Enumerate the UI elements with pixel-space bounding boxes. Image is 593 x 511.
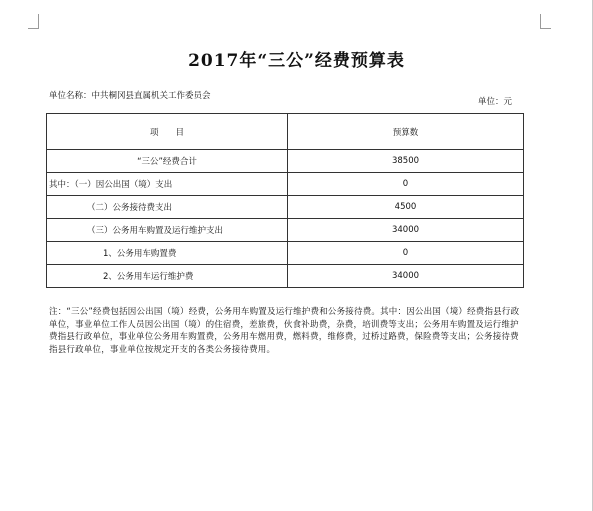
row-item: “三公”经费合计 xyxy=(47,150,288,173)
header-budget: 预算数 xyxy=(288,114,524,150)
table-row xyxy=(47,265,524,288)
crop-mark-top-right xyxy=(540,14,551,29)
row-value: 0 xyxy=(288,242,524,265)
row-item: （二）公务接待费支出 xyxy=(47,196,288,219)
unit-name: 单位名称：中共桐冈县直属机关工作委员会 xyxy=(49,91,211,101)
table-row xyxy=(47,150,524,173)
header-item: 项 目 xyxy=(47,114,288,150)
row-value: 34000 xyxy=(288,265,524,288)
table-row xyxy=(47,242,524,265)
table-row xyxy=(47,173,524,196)
row-value: 4500 xyxy=(288,196,524,219)
row-item: 其中：（一）因公出国（境）支出 xyxy=(47,173,288,196)
footnote: 注：“三公”经费包括因公出国（境）经费，公务用车购置及运行维护费和公务接待费。其中：因公出国（境）经费指县行政单位，事业单位工作人员因公出国（境）的住宿费，差旅费，伙食补助费，杂费，培训费等支出；公务用车购置及运行维护费指县行政单位，事业单位公务用车购置费，公务用车燃用费，燃料费，维修费，过桥过路费，保险费等支出；公务接待费指县行政单位，事业单位按规定开支的各类公务接待费用。 xyxy=(49,307,520,355)
budget-table xyxy=(46,113,524,288)
row-value: 0 xyxy=(288,173,524,196)
row-value: 38500 xyxy=(288,150,524,173)
table-header-row xyxy=(47,114,524,150)
row-value: 34000 xyxy=(288,219,524,242)
page-title: 2017年“三公”经费预算表 xyxy=(188,51,405,71)
crop-mark-top-left xyxy=(28,14,39,29)
row-item: （三）公务用车购置及运行维护支出 xyxy=(47,219,288,242)
unit-label: 单位：元 xyxy=(478,97,513,107)
row-item: 1、公务用车购置费 xyxy=(47,242,288,265)
row-item: 2、公务用车运行维护费 xyxy=(47,265,288,288)
table-row xyxy=(47,219,524,242)
table-row xyxy=(47,196,524,219)
